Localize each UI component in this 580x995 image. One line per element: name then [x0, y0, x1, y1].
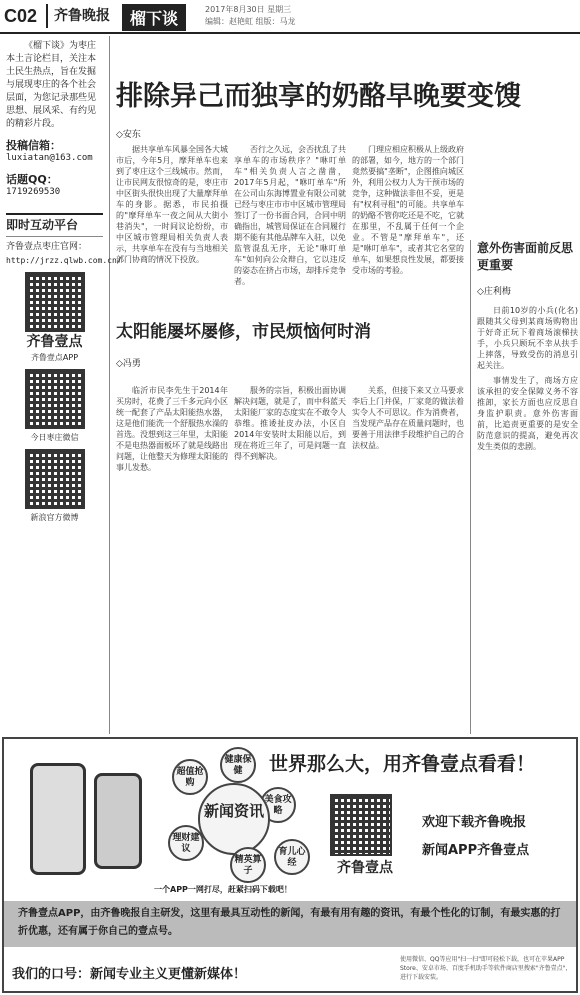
email-address[interactable]: luxiatan@163.com	[6, 153, 93, 163]
right-sidebar-article	[470, 240, 578, 734]
brand-logo: 齐鲁壹点	[26, 334, 83, 350]
article2-col	[352, 385, 464, 473]
ad-tagline: 一个APP一网打尽，赶紧扫码下载吧！	[154, 885, 292, 894]
ad-footer	[4, 951, 576, 991]
article2-headline: 太阳能屡坏屡修，市民烦恼何时消	[116, 322, 371, 342]
article1-headline: 排除异己而独享的奶酪早晚要变馊	[116, 81, 521, 112]
column-intro: 《榴下谈》为枣庄本土言论栏目，关注本土民生热点，旨在发掘与展现枣庄的各个社会层面，为您记录那些见思想、展风采、有约见的精彩片段。	[6, 41, 97, 129]
article1-author: ◇安东	[116, 130, 141, 140]
article1-body	[116, 144, 464, 287]
phone-heading: 话题QQ：	[6, 173, 58, 186]
page-number: C02	[4, 6, 38, 26]
ad-cta-line2: 新闻APP齐鲁壹点	[422, 843, 530, 858]
ad-brand-logo: 齐鲁壹点	[337, 860, 393, 876]
email-heading: 投稿信箱：	[6, 139, 61, 152]
article1-col	[116, 144, 228, 287]
article2-col3-text: 关系，但接下来又立马要求李后上门并保，厂家竟的做法着实令人不可思议。作为消费者，当发现产品存在质量问题时，也要善于用法律手段维护自己的合法权益。	[352, 386, 464, 450]
bubble-parenting: 育儿心经	[274, 839, 310, 875]
article1-col	[352, 144, 464, 287]
sidebar-article-headline: 意外伤害面前反思更重要	[477, 241, 574, 272]
sidebar-article-body	[477, 305, 578, 452]
ad-download-note: 使用微信、QQ等应用"扫一扫"即可轻松下载，也可在苹果APP Store、安卓市场、百度手机助手等软件商店里搜索"齐鲁壹点"，进行下载安装。	[400, 956, 572, 981]
bubble-elite: 精英算子	[230, 847, 266, 883]
article2-col1-text: 临沂市民李先生于2014年买房时，花费了三千多元向小区统一配套了产品太阳能热水器，这是他们能洗一个舒服热水澡的首选。没想到这三年里，太阳能不是电热器面板坏了就是线路出问题，让他整天为修理太阳能的事儿发愁。	[116, 386, 228, 472]
sidebar-article-p1: 日前10岁的小兵(化名)跟随其父母到某商场购物出于好奇正玩下着商场滚梯扶手，小兵只顾玩不幸从扶手上摔落，导致受伤的消息引起关注。	[477, 306, 578, 370]
phone-number: 1719269530	[6, 187, 61, 197]
issue-date: 2017年8月30日 星期三	[205, 5, 292, 14]
platform-title: 即时互动平台	[6, 213, 103, 237]
ad-motto: 我们的口号：新闻专业主义更懂新媒体！	[12, 967, 247, 982]
weibo-qr-code-icon[interactable]	[25, 449, 85, 509]
article2-body	[116, 385, 464, 473]
editor-line: 编辑：赵艳虹 组版：马龙	[205, 17, 296, 26]
article2-col	[234, 385, 346, 473]
left-sidebar	[0, 36, 122, 734]
article2-col	[116, 385, 228, 473]
bubble-food: 美食攻略	[260, 787, 296, 823]
app-advertisement	[2, 737, 578, 993]
masthead	[0, 0, 580, 34]
qr-caption-wechat: 今日枣庄微信	[30, 433, 79, 442]
ad-cta-line1: 欢迎下载齐鲁晚报	[422, 815, 527, 830]
bubble-shopping: 超值抢购	[172, 759, 208, 795]
qr-caption-app: 齐鲁壹点APP	[30, 353, 79, 362]
qr-caption-weibo: 新浪官方微博	[30, 513, 79, 522]
article1-col1-text: 据共享单车风暴全国各大城市后，今年5月，摩拜单车也来到了枣庄这个三线城市。然而，让市民网友很惊奇的是，枣庄市中区街头很快出现了大量摩拜单车的身影。据悉，市民拍摄的"摩拜单车一夜之间从大街小巷消失"，一时间议论纷纷，市中区城市管理局相关负责人表示，共享单车在没有与当地相关部门协商的情况下投放。	[116, 145, 228, 264]
section-title: 榴下谈	[122, 4, 186, 31]
article2-col2-text: 服务的宗旨，积极出面协调解决问题，就是了，而中科蓝天太阳能厂家的态度实在不敢令人恭维。推诿扯皮办法，小区自2014年安装时太阳能以后，到现在将近三年了，可是问题一直得不到解决。	[234, 386, 346, 461]
article1-col2-text: 否行之久远，会否扰乱了共享单车的市场秩序？"咻叮单车"相关负责人言之凿凿，2017年5月起，"咻叮单车"所在公司山东海博置业有限公司就已经与枣庄市市中区城市管理局签订了一份书面合同，合同中明确指出，城管局保证在合同履行期不能有其他品牌车入驻，以免监管混乱无序，无论"咻叮单车"如何向公众辩白，它以违反的姿态在挤占市场，却排斥竞争者。	[234, 145, 346, 286]
article1-col3-text: 门理应相应积极从上级政府的部署，如今，地方的一个部门竟然要搞"垄断"，企图推向城区外，利用公权力人为干预市场的竞争，这种做法非但不妥，更是有"权利寻租"的可能。共享单车的奶酪不管你吃还是不吃，它就在那里，不乱属于任何一个企业。不管是"摩拜单车"，还是"咻叮单车"，或者其它名堂的单车，如果想良性发展，都要接受市场的考验。	[352, 145, 464, 275]
article2-author: ◇冯勇	[116, 359, 141, 369]
ad-description-strip: 齐鲁壹点APP，由齐鲁晚报自主研发，这里有最具互动性的新闻，有最有用有趣的资讯，有最个性化的订制，有最实惠的打折优惠，还有属于你自己的壹点号。	[4, 901, 576, 947]
newspaper-logo: 齐鲁晚报	[46, 4, 110, 28]
article1-col	[234, 144, 346, 287]
wechat-qr-code-icon[interactable]	[25, 369, 85, 429]
phone-mockup-icon	[30, 763, 86, 875]
issue-meta	[205, 4, 296, 28]
website-label: 齐鲁壹点枣庄官网：	[6, 242, 88, 252]
app-qr-code-icon[interactable]	[25, 272, 85, 332]
sidebar-article-p2: 事情发生了，商场方应该承担的安全保障义务不容推卸，家长方面也应反思自身监护职责。意外伤害面前，比追责更重要的是安全防范意识的提高，避免再次发生类似的悲剧。	[477, 376, 578, 451]
website-url[interactable]: http://jrzz.qlwb.com.cn/	[6, 256, 122, 265]
bubble-finance: 理财建议	[168, 825, 204, 861]
phone-mockup-icon	[94, 773, 142, 869]
sidebar-article-author: ◇庄利梅	[477, 287, 511, 297]
bubble-health: 健康保健	[220, 747, 256, 783]
ad-qr-code-icon[interactable]	[330, 794, 392, 856]
ad-slogan: 世界那么大，用齐鲁壹点看看！	[269, 753, 536, 775]
ad-cta	[422, 809, 529, 865]
bubble-news: 新闻资讯	[198, 783, 270, 855]
